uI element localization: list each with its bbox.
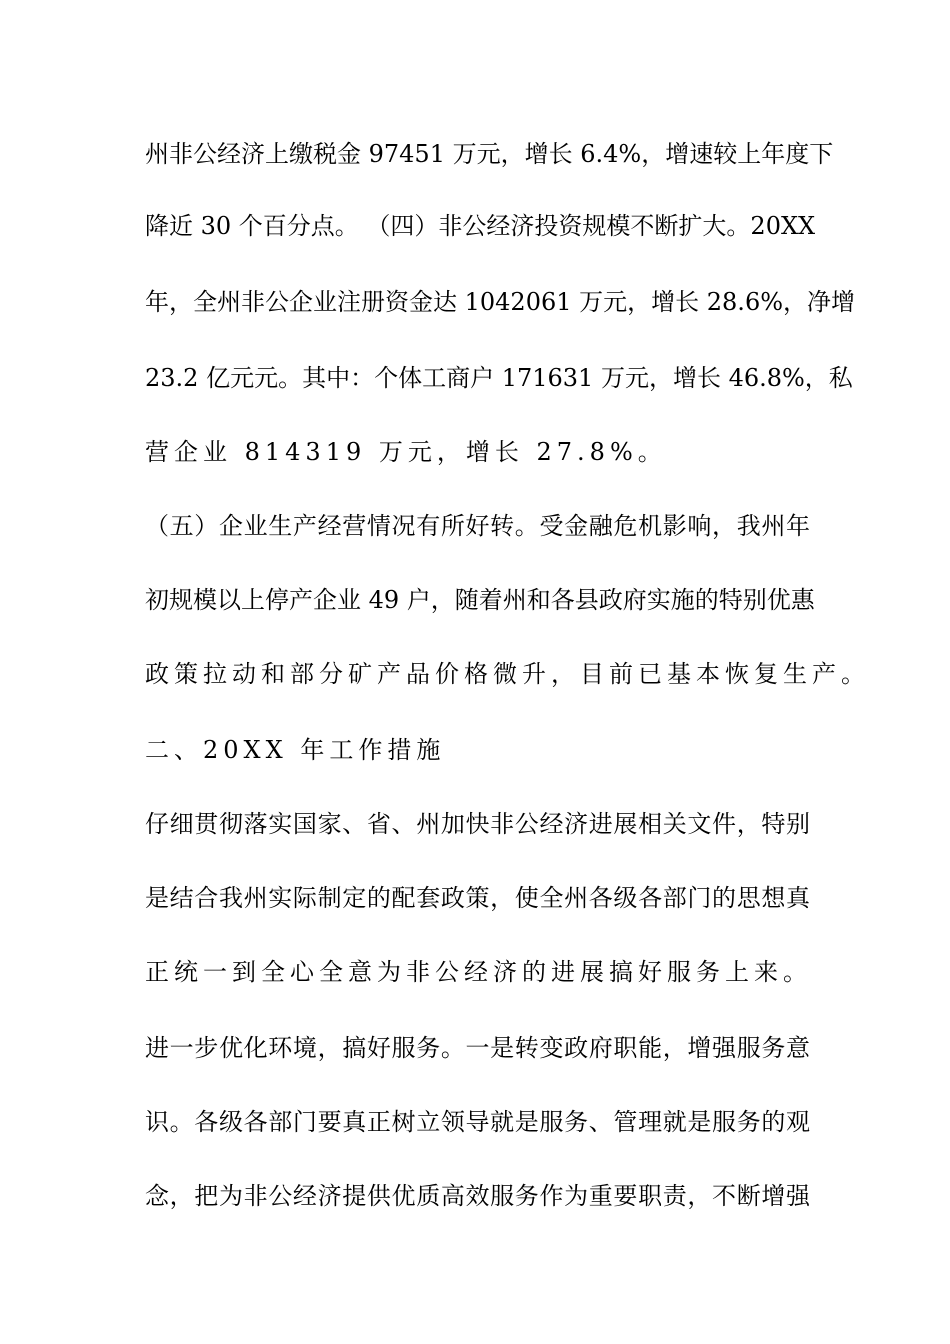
text-line: 营企业 814319 万元，增长 27.8%。 xyxy=(145,438,667,466)
text-line: 政策拉动和部分矿产品价格微升，目前已基本恢复生产。 xyxy=(145,660,870,688)
text-line: 念，把为非公经济提供优质高效服务作为重要职责，不断增强 xyxy=(145,1182,810,1210)
text-line: 仔细贯彻落实国家、省、州加快非公经济进展相关文件，特别 xyxy=(145,810,810,838)
text-line: 是结合我州实际制定的配套政策，使全州各级各部门的思想真 xyxy=(145,884,810,912)
text-line: 正统一到全心全意为非公经济的进展搞好服务上来。 xyxy=(145,958,812,986)
text-line: 州非公经济上缴税金 97451 万元，增长 6.4%，增速较上年度下 xyxy=(145,140,834,168)
text-line: 初规模以上停产企业 49 户，随着州和各县政府实施的特别优惠 xyxy=(145,586,815,614)
text-line: 23.2 亿元元。其中：个体工商户 171631 万元，增长 46.8%，私 xyxy=(145,364,853,392)
text-line: 进一步优化环境，搞好服务。一是转变政府职能，增强服务意 xyxy=(145,1034,810,1062)
text-line: 降近 30 个百分点。 （四）非公经济投资规模不断扩大。20XX xyxy=(145,212,816,240)
text-line: （五）企业生产经营情况有所好转。受金融危机影响，我州年 xyxy=(145,512,810,540)
text-line: 年，全州非公企业注册资金达 1042061 万元，增长 28.6%，净增 xyxy=(145,288,856,316)
section-heading: 二、20XX 年工作措施 xyxy=(145,736,446,764)
text-line: 识。各级各部门要真正树立领导就是服务、管理就是服务的观 xyxy=(145,1108,810,1136)
